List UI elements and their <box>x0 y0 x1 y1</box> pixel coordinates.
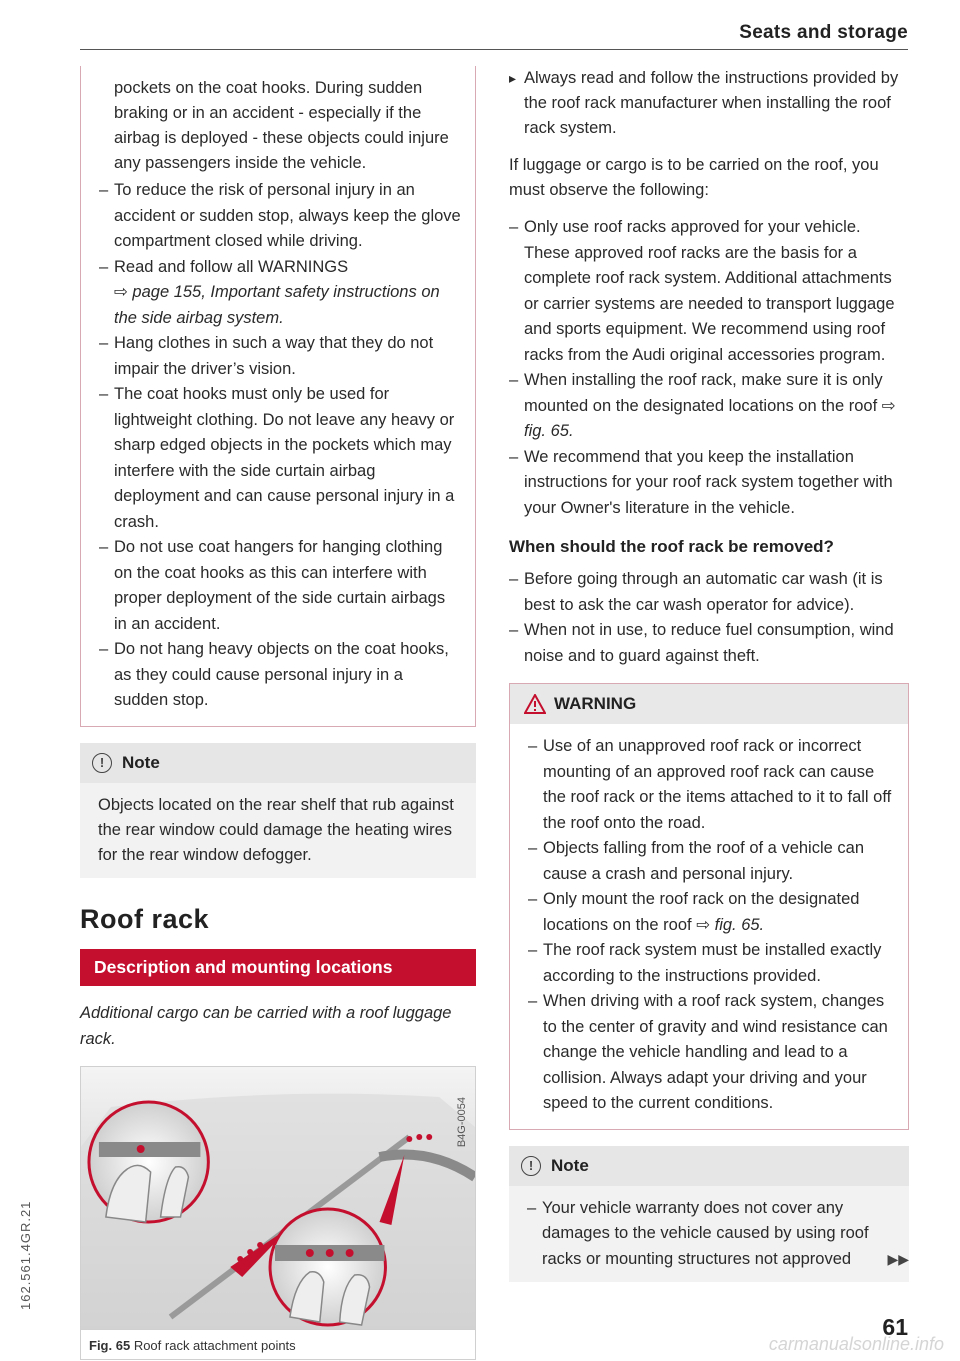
list-item-text: When installing the roof rack, make sure it is only mounted on the designated locations on the roof <box>524 371 883 415</box>
figure-code: B4G-0054 <box>456 1096 469 1147</box>
warning-item-text: Read and follow all WARNINGS <box>114 257 349 276</box>
removal-list <box>509 567 909 669</box>
note-text: Objects located on the rear shelf that rub against the rear window could damage the heating wires for the rear window defogger. <box>80 783 476 878</box>
roof-rack-illustration <box>81 1067 475 1329</box>
warning-header <box>510 684 908 724</box>
fig-65-link[interactable]: ⇨ fig. 65. <box>696 915 765 934</box>
info-icon: ! <box>521 1156 541 1176</box>
list-item: – When not in use, to reduce fuel consumption, wind noise and to guard against theft. <box>509 618 909 669</box>
warning-list <box>528 734 894 1117</box>
right-column <box>509 66 909 1282</box>
paragraph: If luggage or cargo is to be carried on the roof, you must observe the following: <box>509 156 879 199</box>
warning-body <box>510 724 908 1129</box>
instruction-item: ▸ Always read and follow the instructions provided by the roof rack manufacturer when installing the roof rack system. <box>509 66 909 141</box>
watermark: carmanualsonline.info <box>768 1334 944 1354</box>
warning-list <box>99 178 461 714</box>
note-box <box>509 1146 909 1283</box>
warning-box-continuation <box>80 66 476 727</box>
note-title: Note <box>551 1155 589 1175</box>
subheading: When should the roof rack be removed? <box>509 537 834 556</box>
warning-title: WARNING <box>554 694 637 713</box>
warning-item: – Do not use coat hangers for hanging clothing on the coat hooks as this can interfere with proper deployment of the side curtain airbags in an accident. <box>99 535 461 637</box>
note-box <box>80 743 476 878</box>
warning-item: – When driving with a roof rack system, changes to the center of gravity and wind resistance can change the vehicle handling and lead to a collision. Always adapt your driving and your speed to the current conditions. <box>528 989 894 1117</box>
figure-label: Fig. 65 <box>89 1337 131 1353</box>
warning-item: – Do not hang heavy objects on the coat hooks, as they could cause personal injury in a sudden stop. <box>99 637 461 714</box>
figure-caption <box>81 1329 475 1359</box>
warning-item: – The coat hooks must only be used for lightweight clothing. Do not leave any heavy or sharp edged objects in the pockets which may interfere with the side curtain airbag deployment and can cause personal injury in a crash. <box>99 382 461 535</box>
warning-item-text: Only mount the roof rack on the designated locations on the roof <box>543 890 860 934</box>
info-icon: ! <box>92 753 112 773</box>
note-body <box>509 1186 909 1283</box>
list-item: – Only use roof racks approved for your vehicle. These approved roof racks are the basis for a complete roof rack system. Additional attachments or carrier systems are needed to transport luggage and sports equipment. We recommend using roof racks from the Audi original accessories program. <box>509 215 909 368</box>
page-155-link[interactable]: ⇨ page 155, Important safety instructions on the side airbag system. <box>114 283 440 327</box>
warning-item: – The roof rack system must be installed exactly according to the instructions provided. <box>528 938 894 989</box>
left-column <box>80 66 476 1360</box>
warning-item <box>528 887 894 938</box>
warning-item: – Use of an unapproved roof rack or incorrect mounting of an approved roof rack can cause the roof rack or the items attached to it to fall off the roof onto the road. <box>528 734 894 836</box>
warning-box <box>509 683 909 1130</box>
page-header-title: Seats and storage <box>739 22 908 43</box>
subsection-title: Description and mounting locations <box>80 949 476 986</box>
list-item <box>509 368 909 445</box>
warning-item <box>99 255 461 332</box>
note-header <box>80 743 476 783</box>
intro-text: Additional cargo can be carried with a roof luggage rack. <box>80 1003 452 1048</box>
document-code: 162.561.4GR.21 <box>18 1200 33 1310</box>
section-title: Roof rack <box>80 903 210 934</box>
figure-65 <box>80 1066 476 1360</box>
fig-65-link[interactable]: ⇨ fig. 65. <box>524 396 896 440</box>
list-item: – We recommend that you keep the installation instructions for your roof rack system together with your Owner's literature in the vehicle. <box>509 445 909 522</box>
note-item: – Your vehicle warranty does not cover any damages to the vehicle caused by using roof racks or mounting structures not approved <box>527 1196 875 1273</box>
note-header <box>509 1146 909 1186</box>
list-item: – Before going through an automatic car wash (it is best to ask the car wash operator for advice). <box>509 567 909 618</box>
warning-triangle-icon <box>524 694 546 714</box>
warning-continuation-text: pockets on the coat hooks. During sudden braking or in an accident - especially if the airbag is deployed - these objects could injure any passengers inside the vehicle. <box>114 79 449 172</box>
page-number: 61 <box>882 1314 908 1340</box>
warning-item: – Hang clothes in such a way that they do not impair the driver’s vision. <box>99 331 461 382</box>
note-list <box>527 1196 875 1273</box>
warning-item: – Objects falling from the roof of a vehicle can cause a crash and personal injury. <box>528 836 894 887</box>
figure-caption-text: Roof rack attachment points <box>133 1337 296 1353</box>
continue-arrow-icon: ▶▶ <box>887 1251 909 1267</box>
header-rule <box>80 49 908 50</box>
note-title: Note <box>122 752 160 772</box>
requirements-list <box>509 215 909 521</box>
warning-item: – To reduce the risk of personal injury in an accident or sudden stop, always keep the glove compartment closed while driving. <box>99 178 461 255</box>
